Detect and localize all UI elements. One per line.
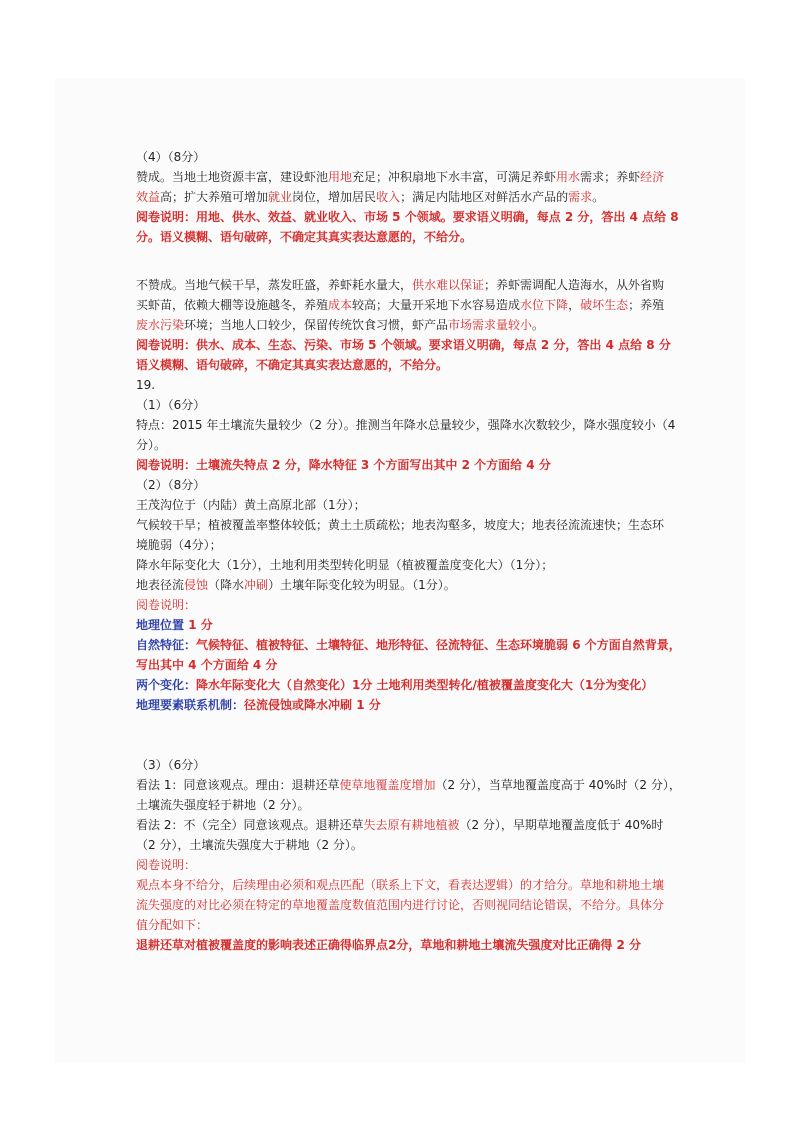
q19-2-answer-line-5: 地表径流侵蚀（降水冲刷）土壤年际变化较为明显。（1分）。 <box>136 578 456 592</box>
q19-3-note-label: 阅卷说明： <box>136 858 197 872</box>
q19-3-header: （3）（6分） <box>136 758 206 772</box>
support-line-2: 效益高；扩大养殖可增加就业岗位，增加居民收入；满足内陆地区对鲜活水产品的需求。 <box>136 190 605 204</box>
q19-3-view2-line-1: 看法 2：不（完全）同意该观点。退耕还草失去原有耕地植被（2 分），早期草地覆盖度低于 40%时 <box>136 818 664 832</box>
q19-2-answer-line-2: 气候较干旱；植被覆盖率整体较低；黄土土质疏松；地表沟壑多，坡度大；地表径流流速快；生态环 <box>136 518 665 532</box>
q19-2-natural-features: 自然特征：气候特征、植被特征、土壤特征、地形特征、径流特征、生态环境脆弱 6 个方面自然背景， <box>136 638 681 652</box>
q19-2-natural-features-cont: 写出其中 4 个方面给 4 分 <box>136 658 278 672</box>
q19-3-scoring-rule: 退耕还草对植被覆盖度的影响表述正确得临界点2分，草地和耕地土壤流失强度对比正确得 2 分 <box>136 938 642 952</box>
q19-number: 19. <box>136 378 156 392</box>
q19-3-view1-line-1: 看法 1：同意该观点。理由：退耕还草使草地覆盖度增加（2 分），当草地覆盖度高于 40%时（2 分）， <box>136 778 681 792</box>
oppose-line-1: 不赞成。当地气候干旱，蒸发旺盛，养虾耗水量大，供水难以保证；养虾需调配人造海水，从外省购 <box>136 278 665 292</box>
q19-2-two-changes: 两个变化：降水年际变化大（自然变化）1分 土地利用类型转化/植被覆盖度变化大（1分为变化） <box>136 678 654 692</box>
oppose-line-3: 废水污染环境；当地人口较少，保留传统饮食习惯，虾产品市场需求量较小。 <box>136 318 545 332</box>
q19-2-mechanism: 地理要素联系机制：径流侵蚀或降水冲刷 1 分 <box>136 698 381 712</box>
q19-3-note-1: 观点本身不给分，后续理由必须和观点匹配（联系上下文，看表达逻辑）的才给分。草地和耕地土壤 <box>136 878 665 892</box>
support-grading-note-1: 阅卷说明：用地、供水、效益、就业收入、市场 5 个领域。要求语义明确，每点 2 分，答出 4 点给 8 <box>136 210 679 224</box>
q19-1-answer-line-1: 特点：2015 年土壤流失量较少（2 分）。推测当年降水总量较少，强降水次数较少，降水强度较小（4 <box>136 418 676 432</box>
q19-2-answer-line-4: 降水年际变化大（1分），土地利用类型转化明显（植被覆盖度变化大）（1分）； <box>136 558 554 572</box>
q19-3-note-3: 值分配如下： <box>136 918 209 932</box>
q19-1-answer-line-2: 分）。 <box>136 438 167 452</box>
q19-3-view1-line-2: 土壤流失强度轻于耕地（2 分）。 <box>136 798 310 812</box>
q19-2-location-point: 地理位置 1 分 <box>136 618 213 632</box>
q19-2-answer-line-3: 境脆弱（4分）； <box>136 538 222 552</box>
q19-1-header: （1）（6分） <box>136 398 206 412</box>
q19-2-answer-line-1: 王茂沟位于（内陆）黄土高原北部（1分）； <box>136 498 366 512</box>
q19-1-grading-note: 阅卷说明：土壤流失特点 2 分，降水特征 3 个方面写出其中 2 个方面给 4 分 <box>136 458 551 472</box>
q19-3-note-2: 流失强度的对比必须在特定的草地覆盖度数值范围内进行讨论，否则视同结论错误，不给分。具体分 <box>136 898 665 912</box>
oppose-line-2: 买虾苗，依赖大棚等设施越冬，养殖成本较高；大量开采地下水容易造成水位下降，破坏生态；养殖 <box>136 298 665 312</box>
q19-2-header: （2）（8分） <box>136 478 206 492</box>
answer-key-content <box>136 147 696 955</box>
q19-3-view2-line-2: （2 分），土壤流失强度大于耕地（2 分）。 <box>136 838 363 852</box>
support-grading-note-2: 分。语义模糊、语句破碎，不确定其真实表达意愿的，不给分。 <box>136 230 473 244</box>
oppose-grading-note-2: 语义模糊、语句破碎，不确定其真实表达意愿的，不给分。 <box>136 358 449 372</box>
oppose-grading-note-1: 阅卷说明：供水、成本、生态、污染、市场 5 个领域。要求语义明确，每点 2 分，答出 4 点给 8 分 <box>136 338 671 352</box>
q18-4-header: （4）（8分） <box>136 150 206 164</box>
support-line-1: 赞成。当地土地资源丰富，建设虾池用地充足；冲积扇地下水丰富，可满足养虾用水需求；养虾经济 <box>136 170 665 184</box>
q19-2-note-label: 阅卷说明： <box>136 598 197 612</box>
